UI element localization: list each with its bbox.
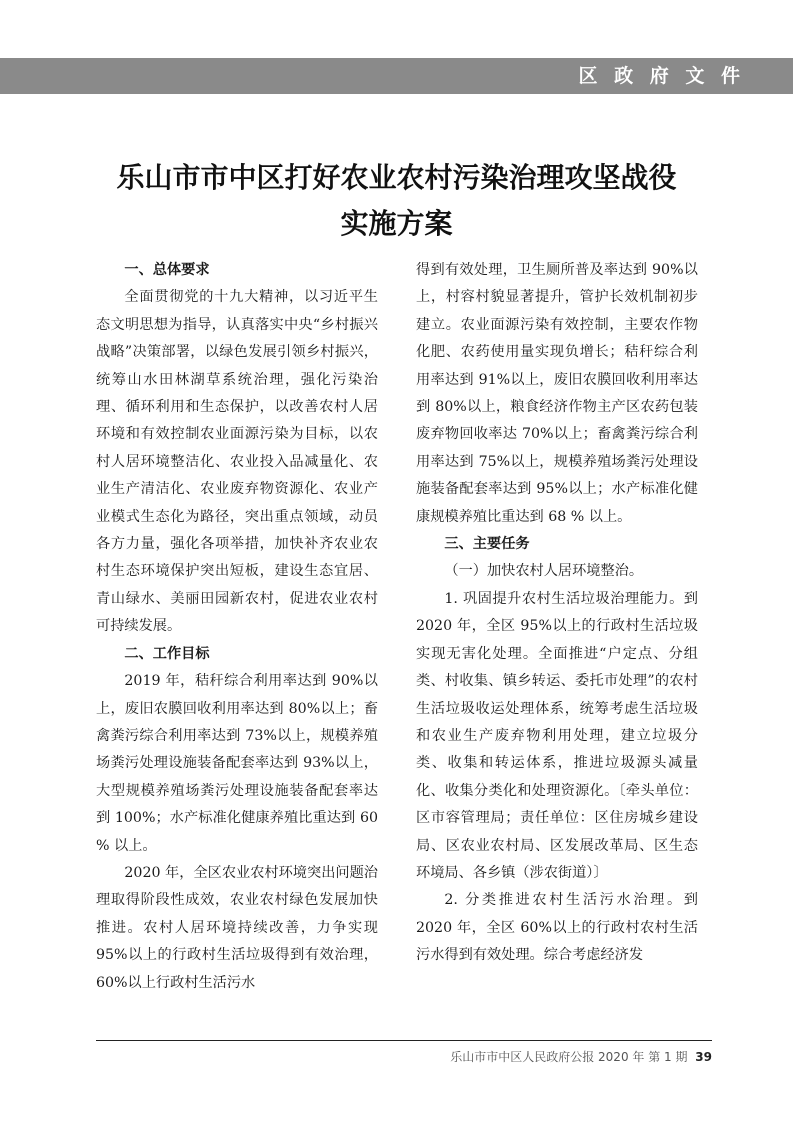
document-title-line-1: 乐山市市中区打好农业农村污染治理攻坚战役	[116, 161, 677, 194]
header-band	[0, 58, 793, 94]
paragraph: 2020 年，全区农业农村环境突出问题治理取得阶段性成效，农业农村绿色发展加快推进。农村人居环境持续改善，力争实现 95%以上的行政村生活垃圾得到有效治理，60%以上行政村生活污水	[96, 864, 378, 991]
left-column	[96, 257, 378, 997]
section-heading: 二、工作目标	[124, 645, 210, 662]
document-title-line-2: 实施方案	[340, 207, 453, 240]
right-column	[416, 257, 698, 970]
paragraph: 2019 年，秸秆综合利用率达到 90%以上，废旧农膜回收利用率达到 80%以上；畜禽粪污综合利用率达到 73%以上，规模养殖场粪污处理设施装备配套率达到 93%以上，大型规模养殖场粪污处理设施装备配套率达到 100%；水产标准化健康养殖比重达到 60 % 以上。	[96, 673, 378, 854]
subsection-heading: （一）加快农村人居环境整治。	[444, 563, 644, 580]
paragraph: 全面贯彻党的十九大精神，以习近平生态文明思想为指导，认真落实中央“乡村振兴战略”决策部署，以绿色发展引领乡村振兴，统筹山水田林湖草系统治理，强化污染治理、循环利用和生态保护，以改善农村人居环境和有效控制农业面源污染为目标，以农村人居环境整洁化、农业投入品减量化、农业生产清洁化、农业废弃物资源化、农业产业模式生态化为路径，突出重点领域，动员各方力量，强化各项举措，加快补齐农业农村生态环境保护突出短板，建设生态宜居、青山绿水、美丽田园新农村，促进农业农村可持续发展。	[96, 289, 378, 635]
footer	[450, 1048, 712, 1065]
section-label: 区 政 府 文 件	[578, 65, 745, 87]
section-heading: 三、主要任务	[444, 536, 530, 553]
footer-divider	[96, 1040, 712, 1041]
section-heading: 一、总体要求	[124, 262, 210, 278]
paragraph-continued: 得到有效处理，卫生厕所普及率达到 90%以上，村容村貌显著提升，管护长效机制初步建立。农业面源污染有效控制，主要农作物化肥、农药使用量实现负增长；秸秆综合利用率达到 91%以上，废旧农膜回收利用率达到 80%以上，粮食经济作物主产区农药包装废弃物回收率达 70%以上；畜禽粪污综合利用率达到 75%以上，规模养殖场粪污处理设施装备配套率达到 95%以上；水产标准化健康规模养殖比重达到 68 % 以上。	[416, 262, 698, 525]
paragraph: 2. 分类推进农村生活污水治理。到 2020 年，全区 60%以上的行政村农村生活污水得到有效处理。综合考虑经济发	[416, 892, 698, 964]
paragraph: 1. 巩固提升农村生活垃圾治理能力。到 2020 年，全区 95%以上的行政村生活垃圾实现无害化处理。全面推进“户定点、分组类、村收集、镇乡转运、委托市处理”的农村生活垃圾收运处理体系，统筹考虑生活垃圾和农业生产废弃物利用处理，建立垃圾分类、收集和转运体系，推进垃圾源头减量化、收集分类化和处理资源化。〔牵头单位：区市容管理局；责任单位：区住房城乡建设局、区农业农村局、区发展改革局、区生态环境局、各乡镇（涉农街道）〕	[416, 590, 698, 881]
page-number: 39	[695, 1050, 712, 1064]
publication-info: 乐山市市中区人民政府公报 2020 年 第 1 期	[450, 1050, 688, 1064]
